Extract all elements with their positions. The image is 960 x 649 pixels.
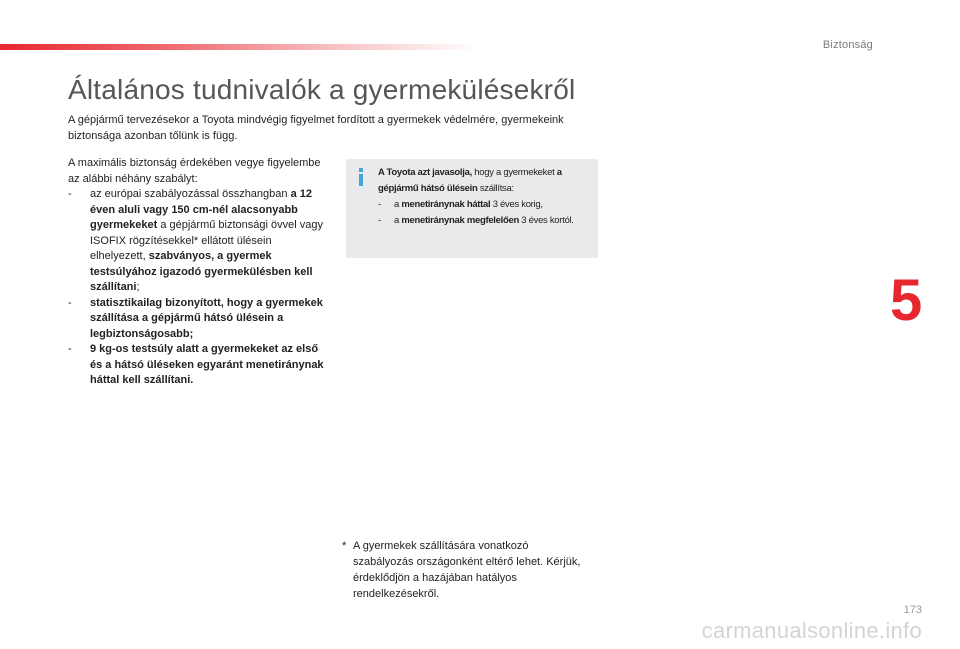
footnote xyxy=(342,538,592,602)
info-icon xyxy=(356,168,366,186)
item-bold: 9 kg-os testsúly alatt a gyermekeket az első és a hátsó üléseken egyaránt menetiránynak háttal kell szállítani. xyxy=(90,343,324,386)
info-bold: menetiránynak háttal xyxy=(401,199,491,210)
item-text: a gépjármű biztonsági övvel vagy ISOFIX rögzítésekkel* ellátott ülésein elhelyezett, xyxy=(90,219,323,262)
info-text xyxy=(378,165,594,229)
info-icon-dot xyxy=(359,168,363,172)
info-bold: A Toyota azt javasolja, xyxy=(378,167,472,178)
rules-lead: A maximális biztonság érdekében vegye figyelembe az alábbi néhány szabályt: xyxy=(68,157,321,185)
safety-rules xyxy=(68,156,330,389)
info-text-span: 3 éves kortól. xyxy=(518,215,574,226)
bullet-dash: - xyxy=(68,343,72,355)
header-accent-bar xyxy=(0,44,480,50)
list-item xyxy=(68,296,330,343)
info-lead xyxy=(378,165,594,197)
item-bold: statisztikailag bizonyított, hogy a gyermekek szállítása a gépjármű hátsó ülésein a legbiztonságosabb; xyxy=(90,296,323,340)
chapter-number: 5 xyxy=(890,268,923,333)
intro-paragraph: A gépjármű tervezésekor a Toyota mindvégig figyelmet fordított a gyermekek védelmére, gyermekeink biztonsága azonban tőlünk is függ. xyxy=(68,114,564,142)
info-text-span: hogy a gyermekeket xyxy=(471,167,557,178)
bullet-dash: - xyxy=(378,199,381,210)
list-item xyxy=(68,342,330,389)
footnote-text: A gyermekek szállítására vonatkozó szabályozás országonként eltérő lehet. Kérjük, érdeklődjön a hazájában hatályos rendelkezésekről. xyxy=(353,540,581,600)
info-list-item xyxy=(378,197,594,213)
info-text-span: szállítsa: xyxy=(477,183,514,194)
bullet-dash: - xyxy=(68,188,72,200)
item-text: az európai szabályozással összhangban xyxy=(90,188,291,200)
page-title: Általános tudnivalók a gyermekülésekről xyxy=(68,74,576,105)
item-bold: a 12 éven aluli vagy 150 cm-nél alacsonyabb gyermekeket xyxy=(90,188,312,231)
watermark: carmanualsonline.info xyxy=(701,618,922,643)
info-box xyxy=(346,159,598,258)
bullet-dash: - xyxy=(378,215,381,226)
info-bold: menetiránynak megfelelően xyxy=(401,215,519,226)
info-text-span: a xyxy=(394,215,402,226)
page-number: 173 xyxy=(903,604,922,616)
info-text-span: a xyxy=(394,199,402,210)
info-text-span: 3 éves korig, xyxy=(490,199,543,210)
info-list-item xyxy=(378,213,594,229)
item-text: ; xyxy=(136,281,140,293)
footnote-marker: * xyxy=(342,540,347,552)
info-icon-bar xyxy=(359,174,363,186)
info-bold: a gépjármű hátsó ülésein xyxy=(378,167,562,194)
section-label: Biztonság xyxy=(822,39,873,51)
bullet-dash: - xyxy=(68,296,72,309)
list-item xyxy=(68,187,330,296)
item-bold: szabványos, a gyermek testsúlyához igazodó gyermekülésben kell szállítani xyxy=(90,250,313,293)
